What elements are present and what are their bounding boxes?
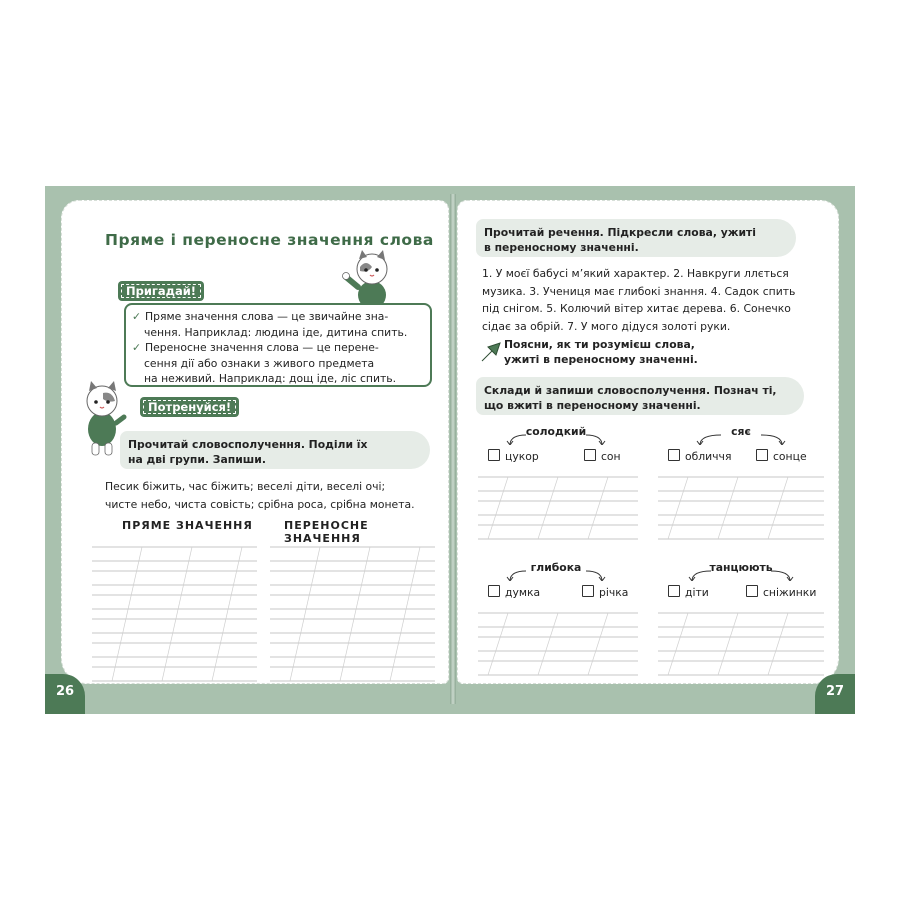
explain-line: Поясни, як ти розумієш слова,	[504, 338, 695, 351]
option-label: цукор	[505, 450, 539, 463]
writing-lines[interactable]	[658, 605, 824, 685]
word-group	[476, 425, 636, 545]
option-label: річка	[599, 586, 629, 599]
option-2[interactable]	[746, 585, 816, 599]
instruction-line: Прочитай словосполучення. Поділи їх	[128, 438, 368, 451]
group-word: сяє	[731, 425, 751, 438]
page-number-left: 26	[45, 674, 85, 714]
instruction-line: що вжиті в переносному значенні.	[484, 399, 701, 412]
column-heading-direct: ПРЯМЕ ЗНАЧЕННЯ	[122, 519, 253, 532]
split-arrows-icon	[681, 565, 801, 581]
checkbox[interactable]	[668, 449, 680, 461]
option-2[interactable]	[756, 449, 807, 463]
remember-item-1	[132, 309, 388, 325]
phrases-line: чисте небо, чиста совість; срібна роса, срібна монета.	[105, 498, 415, 511]
task3-instruction	[476, 377, 804, 415]
remember-line: Переносне значення слова — це перене-	[145, 341, 379, 354]
checkbox[interactable]	[584, 449, 596, 461]
left-page	[61, 200, 449, 684]
check-icon: ✓	[132, 341, 142, 354]
explain-line: ужиті в переносному значенні.	[504, 353, 698, 366]
phrases-text	[105, 479, 415, 513]
writing-lines[interactable]	[478, 469, 638, 549]
page-title: Пряме і переносне значення слова	[105, 231, 434, 249]
remember-line: чення. Наприклад: людина іде, дитина спить.	[144, 325, 408, 339]
option-1[interactable]	[668, 585, 709, 599]
group-word: солодкий	[525, 425, 587, 438]
option-1[interactable]	[488, 585, 540, 599]
page-number-right: 27	[815, 674, 855, 714]
option-label: сонце	[773, 450, 807, 463]
option-1[interactable]	[668, 449, 731, 463]
option-label: діти	[685, 586, 709, 599]
writing-lines-direct[interactable]	[92, 539, 257, 689]
column-heading-figurative: ПЕРЕНОСНЕ ЗНАЧЕННЯ	[284, 519, 369, 545]
checkbox[interactable]	[488, 585, 500, 597]
option-label: сон	[601, 450, 621, 463]
checkbox[interactable]	[756, 449, 768, 461]
remember-box	[124, 303, 432, 387]
checkbox[interactable]	[488, 449, 500, 461]
remember-line: на неживий. Наприклад: дощ іде, ліс спить.	[144, 372, 397, 385]
checkbox[interactable]	[582, 585, 594, 597]
split-arrows-icon	[681, 429, 801, 445]
word-group	[656, 561, 826, 681]
book-spread	[45, 186, 855, 714]
practice-tag: Потренуйся!	[140, 397, 239, 417]
remember-line: Пряме значення слова — це звичайне зна-	[145, 310, 389, 323]
option-2[interactable]	[582, 585, 628, 599]
book-spine	[450, 194, 456, 704]
right-page	[457, 200, 839, 684]
task2-instruction	[476, 219, 796, 257]
option-label: думка	[505, 586, 541, 599]
checkbox[interactable]	[746, 585, 758, 597]
instruction-line: на дві групи. Запиши.	[128, 453, 266, 466]
instruction-line: Прочитай речення. Підкресли слова, ужиті	[484, 226, 757, 239]
sentence-line: сідає за обрій. 7. У мого дідуся золоті руки.	[482, 319, 731, 333]
option-1[interactable]	[488, 449, 539, 463]
option-label: сніжинки	[763, 586, 817, 599]
phrases-line: Песик біжить, час біжить; веселі діти, веселі очі;	[105, 480, 386, 493]
arrow-icon	[480, 341, 502, 363]
option-label: обличчя	[685, 450, 732, 463]
split-arrows-icon	[496, 429, 616, 445]
instruction-line: Склади й запиши словосполучення. Познач ті,	[484, 384, 777, 397]
sentence-line: 1. У моєї бабусі м’який характер. 2. Навкруги ллється	[482, 267, 789, 280]
task1-instruction	[120, 431, 430, 469]
remember-item-2	[132, 340, 379, 356]
explain-text	[504, 337, 698, 367]
sentences-text	[482, 265, 795, 335]
checkbox[interactable]	[668, 585, 680, 597]
group-word: танцюють	[709, 561, 773, 574]
word-group	[476, 561, 636, 681]
group-word: глибока	[530, 561, 582, 574]
check-icon: ✓	[132, 310, 142, 323]
option-2[interactable]	[584, 449, 621, 463]
sentence-line: музика. 3. Учениця має глибокі знання. 4. Садок спить	[482, 284, 796, 298]
word-group	[656, 425, 826, 545]
split-arrows-icon	[496, 565, 616, 581]
writing-lines[interactable]	[658, 469, 824, 549]
writing-lines[interactable]	[478, 605, 638, 685]
instruction-line: в переносному значенні.	[484, 241, 639, 254]
writing-lines-figurative[interactable]	[270, 539, 435, 689]
remember-tag: Пригадай!	[118, 281, 204, 301]
sentence-line: під снігом. 5. Колючий вітер хитає дерева. 6. Сонечко	[482, 302, 791, 315]
remember-line: сення дії або ознаки з живого предмета	[144, 356, 375, 370]
